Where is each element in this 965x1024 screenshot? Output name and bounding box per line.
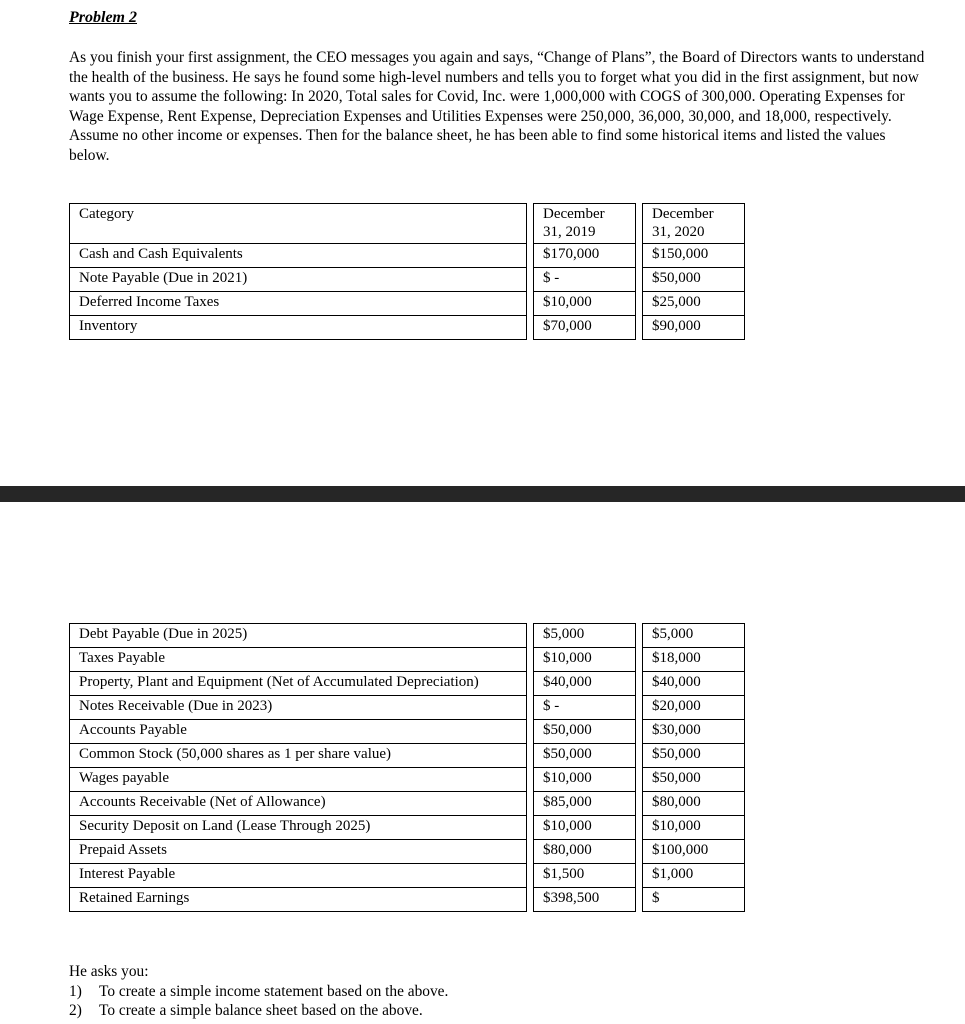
- question-item: [69, 982, 448, 1002]
- value-2020: $80,000: [643, 792, 745, 816]
- value-2019: $80,000: [534, 840, 636, 864]
- value-2019: $85,000: [534, 792, 636, 816]
- value-2019: $ -: [534, 696, 636, 720]
- value-2019: $10,000: [534, 768, 636, 792]
- value-2020: $20,000: [643, 696, 745, 720]
- row-label: Notes Receivable (Due in 2023): [70, 696, 527, 720]
- value-2019: $10,000: [534, 816, 636, 840]
- value-2019: $170,000: [534, 244, 636, 268]
- row-label: Accounts Receivable (Net of Allowance): [70, 792, 527, 816]
- value-2019: $5,000: [534, 624, 636, 648]
- value-2019: $ -: [534, 268, 636, 292]
- value-2020: $50,000: [643, 768, 745, 792]
- table-row: [70, 840, 745, 864]
- table-row: [70, 768, 745, 792]
- value-2019: $1,500: [534, 864, 636, 888]
- value-2020: $5,000: [643, 624, 745, 648]
- value-2019: $10,000: [534, 292, 636, 316]
- value-2019: $50,000: [534, 720, 636, 744]
- value-2019: $398,500: [534, 888, 636, 912]
- row-label: Debt Payable (Due in 2025): [70, 624, 527, 648]
- questions-intro: He asks you:: [69, 963, 149, 980]
- value-2020: $50,000: [643, 744, 745, 768]
- value-2019: $50,000: [534, 744, 636, 768]
- header-2019: December 31, 2019: [534, 204, 636, 244]
- question-number: 1): [69, 982, 82, 1000]
- table-row: [70, 696, 745, 720]
- row-label: Deferred Income Taxes: [70, 292, 527, 316]
- value-2020: $: [643, 888, 745, 912]
- row-label: Prepaid Assets: [70, 840, 527, 864]
- value-2019: $10,000: [534, 648, 636, 672]
- table-row: [70, 744, 745, 768]
- row-label: Note Payable (Due in 2021): [70, 268, 527, 292]
- page-divider: [0, 486, 965, 502]
- header-category: Category: [70, 204, 527, 244]
- row-label: Inventory: [70, 316, 527, 340]
- problem-intro: As you finish your first assignment, the CEO messages you again and says, “Change of Plans”, the Board of Directors wants to understand the health of the business. He says he found some high-level numbers and tells you to forget what you did in the first assignment, but now wants you to assume the following: In 2020, Total sales for Covid, Inc. were 1,000,000 with COGS of 300,000. Operating Expenses for Wage Expense, Rent Expense, Depreciation Expenses and Utilities Expenses were 250,000, 36,000, 30,000, and 18,000, respectively. Assume no other income or expenses. Then for the balance sheet, he has been able to find some historical items and listed the values below.: [69, 49, 925, 164]
- value-2020: $40,000: [643, 672, 745, 696]
- balance-items-table-1: [69, 203, 745, 340]
- value-2020: $90,000: [643, 316, 745, 340]
- value-2020: $30,000: [643, 720, 745, 744]
- table-row: [70, 268, 745, 292]
- row-label: Common Stock (50,000 shares as 1 per share value): [70, 744, 527, 768]
- question-text: To create a simple balance sheet based on the above.: [99, 1002, 423, 1019]
- row-label: Retained Earnings: [70, 888, 527, 912]
- questions-section: [69, 962, 448, 1021]
- row-label: Interest Payable: [70, 864, 527, 888]
- table-row: [70, 292, 745, 316]
- row-label: Cash and Cash Equivalents: [70, 244, 527, 268]
- value-2020: $18,000: [643, 648, 745, 672]
- question-item: [69, 1001, 448, 1021]
- row-label: Property, Plant and Equipment (Net of Accumulated Depreciation): [70, 672, 527, 696]
- table-row: [70, 816, 745, 840]
- table-row: [70, 624, 745, 648]
- row-label: Security Deposit on Land (Lease Through 2025): [70, 816, 527, 840]
- header-2020: December 31, 2020: [643, 204, 745, 244]
- table-row: [70, 648, 745, 672]
- value-2020: $50,000: [643, 268, 745, 292]
- row-label: Accounts Payable: [70, 720, 527, 744]
- table-row: [70, 792, 745, 816]
- value-2020: $25,000: [643, 292, 745, 316]
- value-2020: $100,000: [643, 840, 745, 864]
- table-row: [70, 888, 745, 912]
- problem-title: Problem 2: [69, 9, 137, 26]
- value-2020: $10,000: [643, 816, 745, 840]
- value-2020: $1,000: [643, 864, 745, 888]
- table-row: [70, 316, 745, 340]
- table-header-row: [70, 204, 745, 244]
- row-label: Wages payable: [70, 768, 527, 792]
- balance-items-table-2: [69, 623, 745, 912]
- value-2020: $150,000: [643, 244, 745, 268]
- row-label: Taxes Payable: [70, 648, 527, 672]
- table-row: [70, 720, 745, 744]
- value-2019: $40,000: [534, 672, 636, 696]
- table-row: [70, 672, 745, 696]
- value-2019: $70,000: [534, 316, 636, 340]
- question-number: 2): [69, 1002, 82, 1019]
- table-row: [70, 864, 745, 888]
- question-text: To create a simple income statement based on the above.: [99, 982, 449, 1000]
- table-row: [70, 244, 745, 268]
